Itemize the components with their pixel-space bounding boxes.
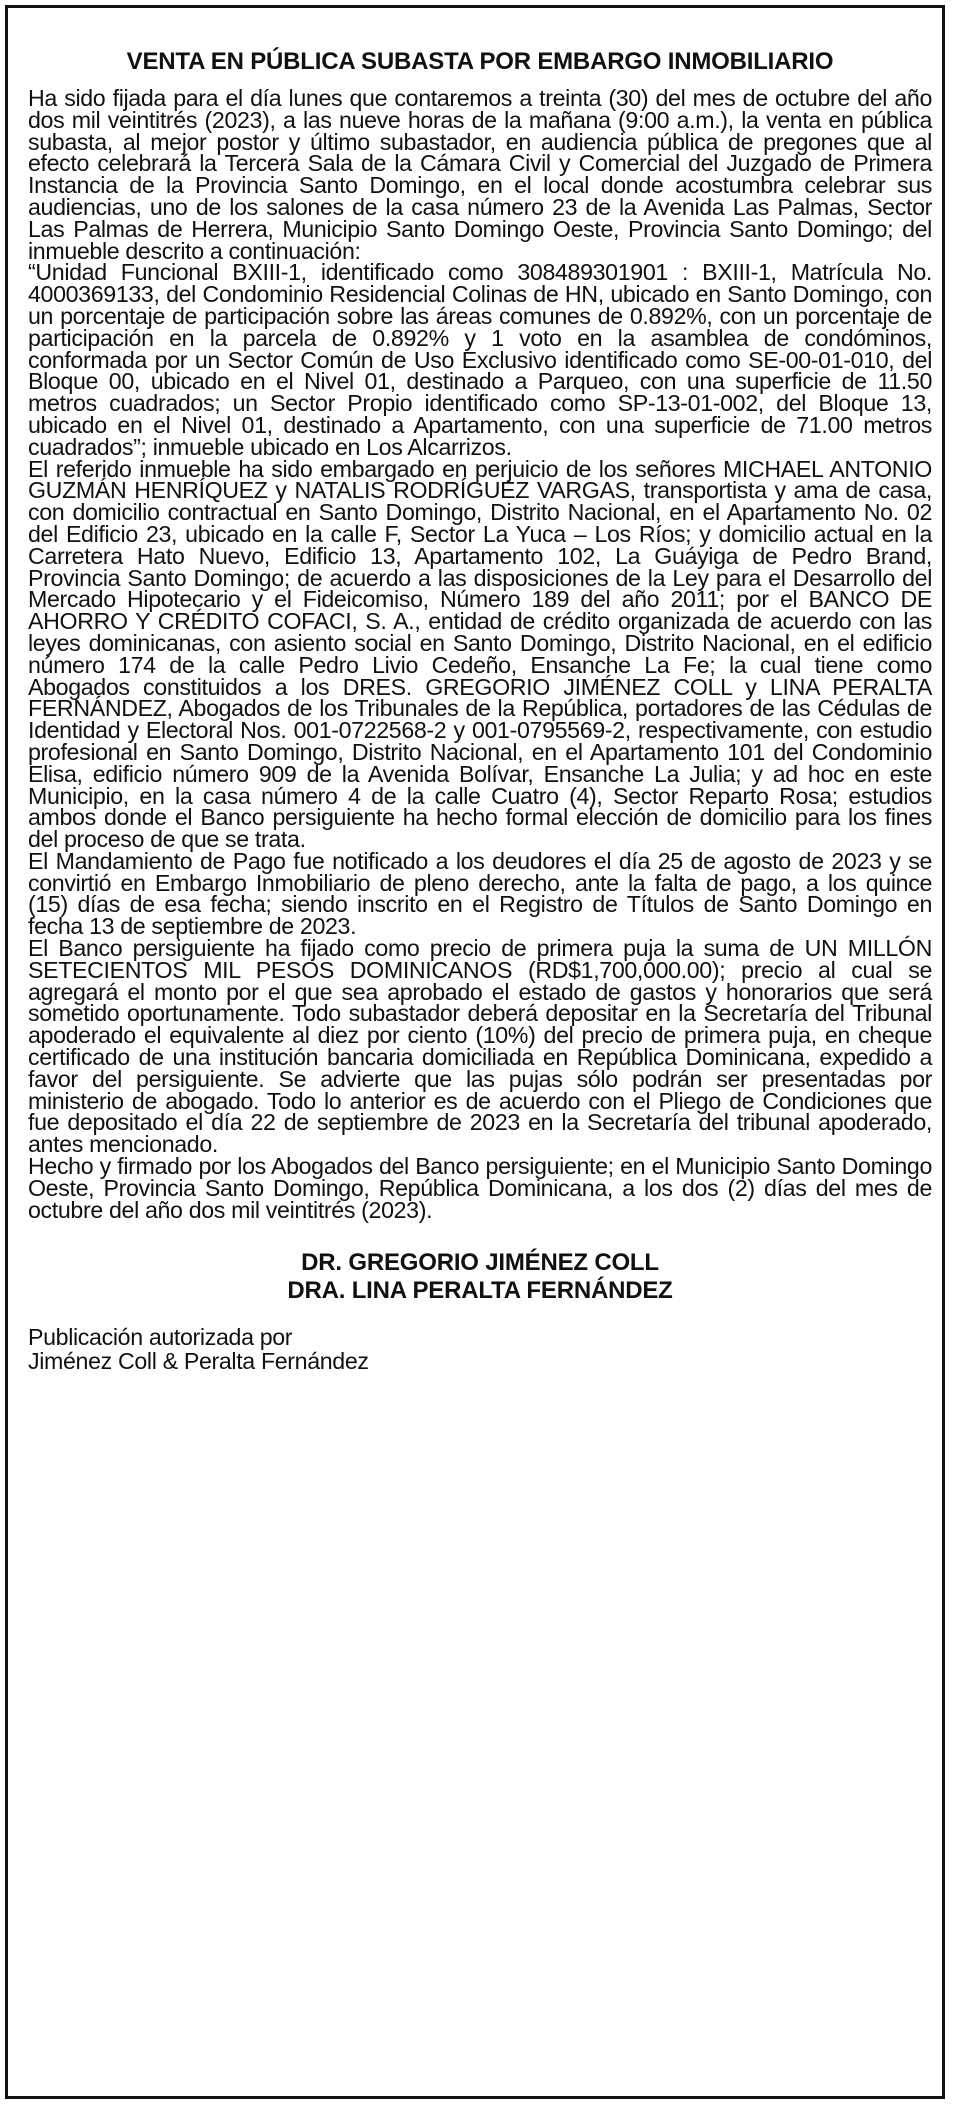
- paragraph-seizure-parties: El referido inmueble ha sido embargado en perjuicio de los señores MICHAEL ANTONIO GUZMÁN HENRÍQUEZ y NATALIS RODRÍGUEZ VARGAS, transportista y ama de casa, con domicilio contractual en Santo Domingo, Distrito Nacional, en el Apartamento No. 02 del Edificio 23, ubicado en la calle F, Sector La Yuca – Los Ríos; y domicilio actual en la Carretera Hato Nuevo, Edificio 13, Apartamento 102, La Guáyiga de Pedro Brand, Provincia Santo Domingo; de acuerdo a las disposiciones de la Ley para el Desarrollo del Mercado Hipotecario y el Fideicomiso, Número 189 del año 2011; por el BANCO DE AHORRO Y CRÉDITO COFACI, S. A., entidad de crédito organizada de acuerdo con las leyes dominicanas, con asiento social en Santo Domingo, Distrito Nacional, en el edificio número 174 de la calle Pedro Livio Cedeño, Ensanche La Fe; la cual tiene como Abogados constituidos a los DRES. GREGORIO JIMÉNEZ COLL y LINA PERALTA FERNÁNDEZ, Abogados de los Tribunales de la República, portadores de las Cédulas de Identidad y Electoral Nos. 001-0722568-2 y 001-0795569-2, respectivamente, con estudio profesional en Santo Domingo, Distrito Nacional, en el Apartamento 101 del Condominio Elisa, edificio número 909 de la Avenida Bolívar, Ensanche La Julia; y ad hoc en este Municipio, en la casa número 4 de la calle Cuatro (4), Sector Reparto Rosa; estudios ambos donde el Banco persiguiente ha hecho formal elección de domicilio para los fines del proceso de que se trata.: [28, 455, 932, 853]
- paragraph-payment-order: El Mandamiento de Pago fue notificado a los deudores el día 25 de agosto de 2023 y se convirtió en Embargo Inmobiliario de pleno derecho, ante la falta de pago, a los quince (15) días de esa fecha; siendo inscrito en el Registro de Títulos de Santo Domingo en fecha 13 de septiembre de 2023.: [28, 847, 932, 940]
- notice-title: VENTA EN PÚBLICA SUBASTA POR EMBARGO INMOBILIARIO: [126, 48, 834, 75]
- notice-frame: [5, 5, 945, 2099]
- signer-gregorio: DR. GREGORIO JIMÉNEZ COLL: [301, 1249, 659, 1277]
- signer-lina: DRA. LINA PERALTA FERNÁNDEZ: [287, 1277, 673, 1305]
- paragraph-signed: Hecho y firmado por los Abogados del Banco persiguiente; en el Municipio Santo Domingo Oeste, Provincia Santo Domingo, República Dominicana, a los dos (2) días del mes de octubre del año dos mil veintitrés (2023).: [28, 1153, 932, 1223]
- paragraph-auction-date: Ha sido fijada para el día lunes que contaremos a treinta (30) del mes de octubre del año dos mil veintitrés (2023), a las nueve horas de la mañana (9:00 a.m.), la venta en pública subasta, al mejor postor y último subastador, en audiencia pública de pregones que al efecto celebrará la Tercera Sala de la Cámara Civil y Comercial del Juzgado de Primera Instancia de la Provincia Santo Domingo, en el local donde acostumbra celebrar sus audiencias, uno de los salones de la casa número 23 de la Avenida Las Palmas, Sector Las Palmas de Herrera, Municipio Santo Domingo Oeste, Provincia Santo Domingo; del inmueble descrito a continuación:: [28, 85, 932, 264]
- notice-content: [28, 48, 932, 1373]
- paragraph-first-bid-price: El Banco persiguiente ha fijado como precio de primera puja la suma de UN MILLÓN SETECIENTOS MIL PESOS DOMINICANOS (RD$1,700,000.00); precio al cual se agregará el monto por el que sea aprobado el estado de gastos y honorarios que será sometido oportunamente. Todo subastador deberá depositar en la Secretaría del Tribunal apoderado el equivalente al diez por ciento (10%) del precio de primera puja, en cheque certificado de una institución bancaria domiciliada en República Dominicana, expedido a favor del persiguiente. Se advierte que las pujas sólo podrán ser presentadas por ministerio de abogado. Todo lo anterior es de acuerdo con el Pliego de Condiciones que fue depositado el día 22 de septiembre de 2023 en la Secretaría del tribunal apoderado, antes mencionado.: [28, 935, 932, 1158]
- publication-authorized-firm: Jiménez Coll & Peralta Fernández: [28, 1348, 369, 1375]
- paragraph-property-description: “Unidad Funcional BXIII-1, identificado como 308489301901 : BXIII-1, Matrícula No. 4000369133, del Condominio Residencial Colinas de HN, ubicado en Santo Domingo, con un porcentaje de participación sobre las áreas comunes de 0.892%, con un porcentaje de participación en la parcela de 0.892% y 1 voto en la asamblea de condóminos, conformada por un Sector Común de Uso Exclusivo identificado como SE-00-01-010, del Bloque 00, ubicado en el Nivel 01, destinado a Parqueo, con una superficie de 11.50 metros cuadrados; un Sector Propio identificado como SP-13-01-002, del Bloque 13, ubicado en el Nivel 01, destinado a Apartamento, con una superficie de 71.00 metros cuadrados”; inmueble ubicado en Los Alcarrizos.: [28, 259, 932, 460]
- publication-authorized-label: Publicación autorizada por: [28, 1324, 293, 1351]
- signers-block: [28, 1249, 932, 1305]
